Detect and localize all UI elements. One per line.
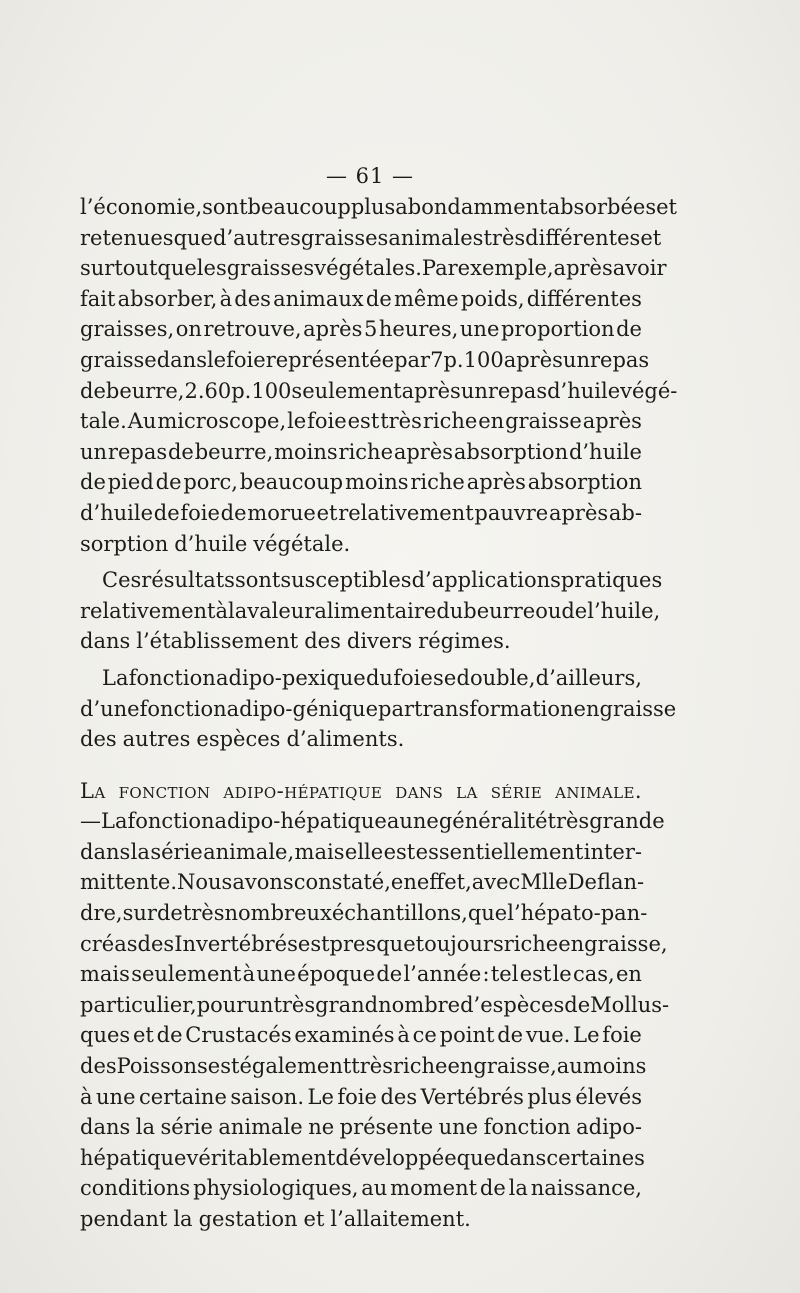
- text-line: surtout que les graisses végétales. Par exemple, après avoir: [80, 256, 667, 281]
- text-line: relativement à la valeur alimentaire du beurre ou de l’huile,: [80, 598, 661, 623]
- section-heading: La fonction adipo-hépatique dans la série animale.: [80, 778, 642, 803]
- section-body: [80, 806, 670, 1234]
- text-line: dans l’établissement des divers régimes.: [80, 629, 511, 654]
- text-line: d’une fonction adipo-génique par transformation en graisse: [80, 696, 677, 721]
- text-line: un repas de beurre, moins riche après absorption d’huile: [80, 439, 642, 464]
- text-line: de beurre, 2.60 p.100 seulement après un repas d’huile végé-: [80, 378, 678, 403]
- text-line: des autres espèces d’aliments.: [80, 727, 405, 752]
- text-line: mais seulement à une époque de l’année : tel est le cas, en: [80, 962, 642, 987]
- paragraph-1: [80, 192, 678, 559]
- page-text: [80, 161, 678, 1235]
- text-line: d’huile de foie de morue et relativement pauvre après ab-: [80, 500, 642, 525]
- text-line: dans la série animale ne présente une fonction adipo-: [80, 1115, 642, 1140]
- text-line: ques et de Crustacés examinés à ce point de vue. Le foie: [80, 1023, 642, 1048]
- text-line: l’économie, sont beaucoup plus abondamment absorbées et: [80, 195, 677, 219]
- text-line: La fonction adipo-pexique du foie se double, d’ailleurs,: [102, 665, 642, 690]
- text-line: de pied de porc, beaucoup moins riche après absorption: [80, 470, 642, 495]
- paragraph-2: [80, 565, 663, 657]
- text-line: particulier, pour un très grand nombre d’espèces de Mollus-: [80, 992, 670, 1017]
- paragraph-3: [80, 663, 677, 755]
- text-line: Ces résultats sont susceptibles d’applications pratiques: [102, 568, 663, 593]
- text-line: à une certaine saison. Le foie des Vertébrés plus élevés: [80, 1084, 642, 1109]
- text-line: conditions physiologiques, au moment de la naissance,: [80, 1176, 642, 1201]
- text-line: créas des Invertébrés est presque toujours riche en graisse,: [80, 931, 668, 956]
- text-line: dre, sur de très nombreux échantillons, que l’hépato-pan-: [80, 901, 648, 926]
- page-number: — 61 —: [325, 164, 415, 188]
- text-line: des Poissons est également très riche en graisse, au moins: [80, 1054, 647, 1079]
- text-line: dans la série animale, mais elle est essentiellement inter-: [80, 839, 642, 864]
- text-line: fait absorber, à des animaux de même poids, différentes: [80, 286, 642, 311]
- text-line: tale. Au microscope, le foie est très riche en graisse après: [80, 409, 642, 434]
- text-line: pendant la gestation et l’allaitement.: [80, 1207, 471, 1231]
- text-line: graisse dans le foie représentée par 7 p. 100 après un repas: [80, 347, 650, 372]
- text-line: hépatique véritablement développée que dans certaines: [80, 1145, 645, 1170]
- text-line: — La fonction adipo-hépatique a une généralité très grande: [80, 809, 665, 834]
- text-line: graisses, on retrouve, après 5 heures, une proportion de: [80, 317, 642, 342]
- text-line: retenues que d’autres graisses animales très différentes et: [80, 225, 662, 250]
- text-line: sorption d’huile végétale.: [80, 531, 351, 556]
- text-line: mittente. Nous avons constaté, en effet, avec Mlle Deflan-: [80, 870, 645, 895]
